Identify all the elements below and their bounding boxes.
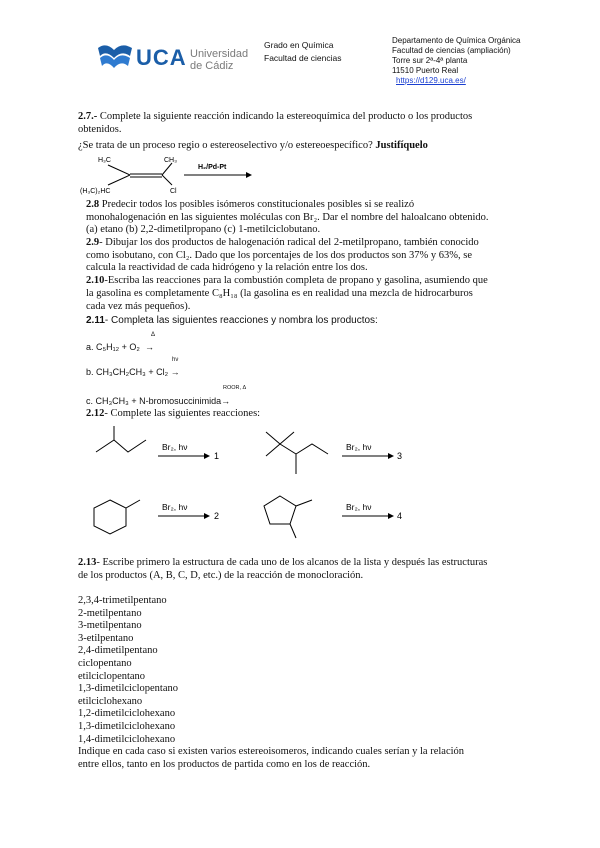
q27-line3 <box>78 140 558 153</box>
label-cl: Cl <box>170 188 177 195</box>
q27-text3: ¿Se trata de un proceso regio o estereoselectivo y/o estereoespecífico? <box>78 140 376 151</box>
methylcyclohexane-structure <box>94 500 140 534</box>
q213-text1: - Escribe primero la estructura de cada uno de los alcanos de la lista y después las estructuras <box>96 557 488 568</box>
r3-arrow-head-icon <box>388 453 394 459</box>
q29-number: 2.9 <box>86 237 100 248</box>
dimethylcyclopentane-structure <box>264 496 312 538</box>
q210-text2: la gasolina es completamente C₈H₁₈ (la gasolina es en realidad una mezcla de hidrocarburos <box>86 288 473 299</box>
r2-reagent: Br₂, hν <box>162 502 188 512</box>
label-ch3: CH₃ <box>164 157 177 164</box>
list-item: 1,4-dimetilciclohexano <box>78 733 176 745</box>
uca-logo-icon <box>96 44 134 72</box>
q213-text2: de los productos (A, B, C, D, etc.) de la reacción de monocloración. <box>78 570 364 581</box>
q211-a-cond: Δ <box>151 332 156 338</box>
q27-text1: Complete la siguiente reacción indicando la estereoquímica del producto o los productos <box>97 111 473 122</box>
list-item: 2,3,4-trimetilpentano <box>78 595 167 606</box>
university-name-2: de Cádiz <box>190 60 234 72</box>
arrow-head-icon <box>246 172 252 178</box>
q211-b-cond: hν <box>172 357 179 363</box>
q29-text2: como isobutano, con Cl₂. Dado que los porcentajes de los dos productos son 37% y 63%, se <box>86 250 472 261</box>
q28-number: 2.8 <box>86 199 100 210</box>
q29-text1: - Dibujar los dos productos de halogenación radical del 2-metilpropano, también conocido <box>99 237 479 248</box>
alkane-list <box>78 595 464 771</box>
logo-text: UCA <box>136 45 187 70</box>
list-item: 1,2-dimetilciclohexano <box>78 708 176 720</box>
dept-line-1: Departamento de Química Orgánica <box>392 36 521 45</box>
q211-a <box>86 342 154 352</box>
list-item: 2,4-dimetilpentano <box>78 645 158 657</box>
q211-c-cond: ROOR, Δ <box>223 385 247 391</box>
q213-number: 2.13 <box>78 557 97 568</box>
list-item: 3-metilpentano <box>78 620 142 632</box>
q28-text1: Predecir todos los posibles isómeros constitucionales posibles si se realizó <box>99 199 415 210</box>
q212-title <box>86 408 260 421</box>
faculty: Facultad de ciencias <box>264 53 342 63</box>
r1-arrow-head-icon <box>204 453 210 459</box>
q28-line1 <box>86 199 414 212</box>
q27-text2: obtenidos. <box>78 124 122 135</box>
dept-line-2: Facultad de ciencias (ampliación) <box>392 46 511 55</box>
q212-number: 2.12 <box>86 408 105 419</box>
dept-line-3: Torre sur 2ª-4ª planta <box>392 56 468 65</box>
list-item: 3-etilpentano <box>78 632 134 644</box>
q213-closing-2: entre ellos, tanto en los productos de partida como en los de reacción. <box>78 758 371 770</box>
list-item: 1,3-dimetilciclopentano <box>78 683 179 695</box>
product-4: 4 <box>397 511 403 521</box>
q210-text1: -Escriba las reacciones para la combustión completa de propano y gasolina, asumiendo que <box>104 275 488 286</box>
label-h3c2hc: (H₃C)₂HC <box>80 188 111 195</box>
q212-title-text: - Complete las siguientes reacciones: <box>104 408 261 419</box>
branched-alkane-structure <box>266 432 328 474</box>
q29-line1 <box>86 237 479 250</box>
list-item: etilciclohexano <box>78 695 143 707</box>
q211-b-text: b. CH₃CH₂CH₃ + Cl₂ <box>86 367 169 377</box>
list-item: ciclopentano <box>78 657 132 669</box>
q211-b <box>86 367 180 377</box>
product-1: 1 <box>214 451 220 461</box>
degree: Grado en Química <box>264 40 334 50</box>
bond-2 <box>108 175 130 185</box>
list-item: 1,3-dimetilciclohexano <box>78 720 176 732</box>
q210-line1 <box>86 275 488 288</box>
q211-a-arrow: → <box>144 342 154 352</box>
r4-arrow-head-icon <box>388 513 394 519</box>
list-item: 2-metilpentano <box>78 607 142 619</box>
q27-number: 2.7.- <box>78 111 98 122</box>
product-2: 2 <box>214 511 220 521</box>
r1-reagent: Br₂, hν <box>162 442 188 452</box>
bond-1 <box>108 165 130 175</box>
label-h3c: H₃C <box>98 157 111 164</box>
q211-number: 2.11 <box>86 315 105 326</box>
q211-b-arrow: → <box>170 367 180 377</box>
q211-a-text: a. C₅H₁₂ + O₂ <box>86 342 140 352</box>
q211-title <box>86 315 378 326</box>
q27-reaction-scheme <box>80 153 280 195</box>
list-item: etilciclopentano <box>78 670 146 682</box>
q210-text3: cada vez más pequeños). <box>86 301 191 312</box>
q211-c-text: c. CH₃CH₃ + N-bromosuccinimida <box>86 396 222 406</box>
dept-link[interactable]: https://d129.uca.es/ <box>396 76 466 85</box>
q211-c-arrow: → <box>221 396 231 406</box>
university-name-1: Universidad <box>190 48 249 60</box>
q27-justify: Justifíquelo <box>375 140 428 151</box>
q213-line1 <box>78 557 558 570</box>
q211-title-text: - Completa las siguientes reacciones y nombra los productos: <box>104 315 378 326</box>
q27-line1 <box>78 111 548 124</box>
q29-text3: calcula la reactividad de cada hidrógeno y la relación entre los dos. <box>86 262 368 273</box>
r2-arrow-head-icon <box>204 513 210 519</box>
q211-c <box>86 396 230 406</box>
product-3: 3 <box>397 451 403 461</box>
bond-4 <box>162 175 172 185</box>
q213-closing-1: Indique en cada caso si existen varios estereoisomeros, indicando cuales serían y la relación <box>78 746 465 758</box>
isopentane-structure <box>96 426 146 452</box>
q27-reagent: H₂/Pd-Pt <box>198 164 227 171</box>
q28-text2: monohalogenación en las siguientes moléculas con Br₂. Dar el nombre del haloalcano obtenido. <box>86 212 489 223</box>
dept-line-4: 11510 Puerto Real <box>392 66 459 75</box>
q212-reactions <box>84 426 414 542</box>
bond-3 <box>162 163 172 175</box>
q210-number: 2.10 <box>86 275 105 286</box>
r3-reagent: Br₂, hν <box>346 442 372 452</box>
q28-text3: (a) etano (b) 2,2-dimetilpropano (c) 1-metilciclobutano. <box>86 224 321 235</box>
r4-reagent: Br₂, hν <box>346 502 372 512</box>
